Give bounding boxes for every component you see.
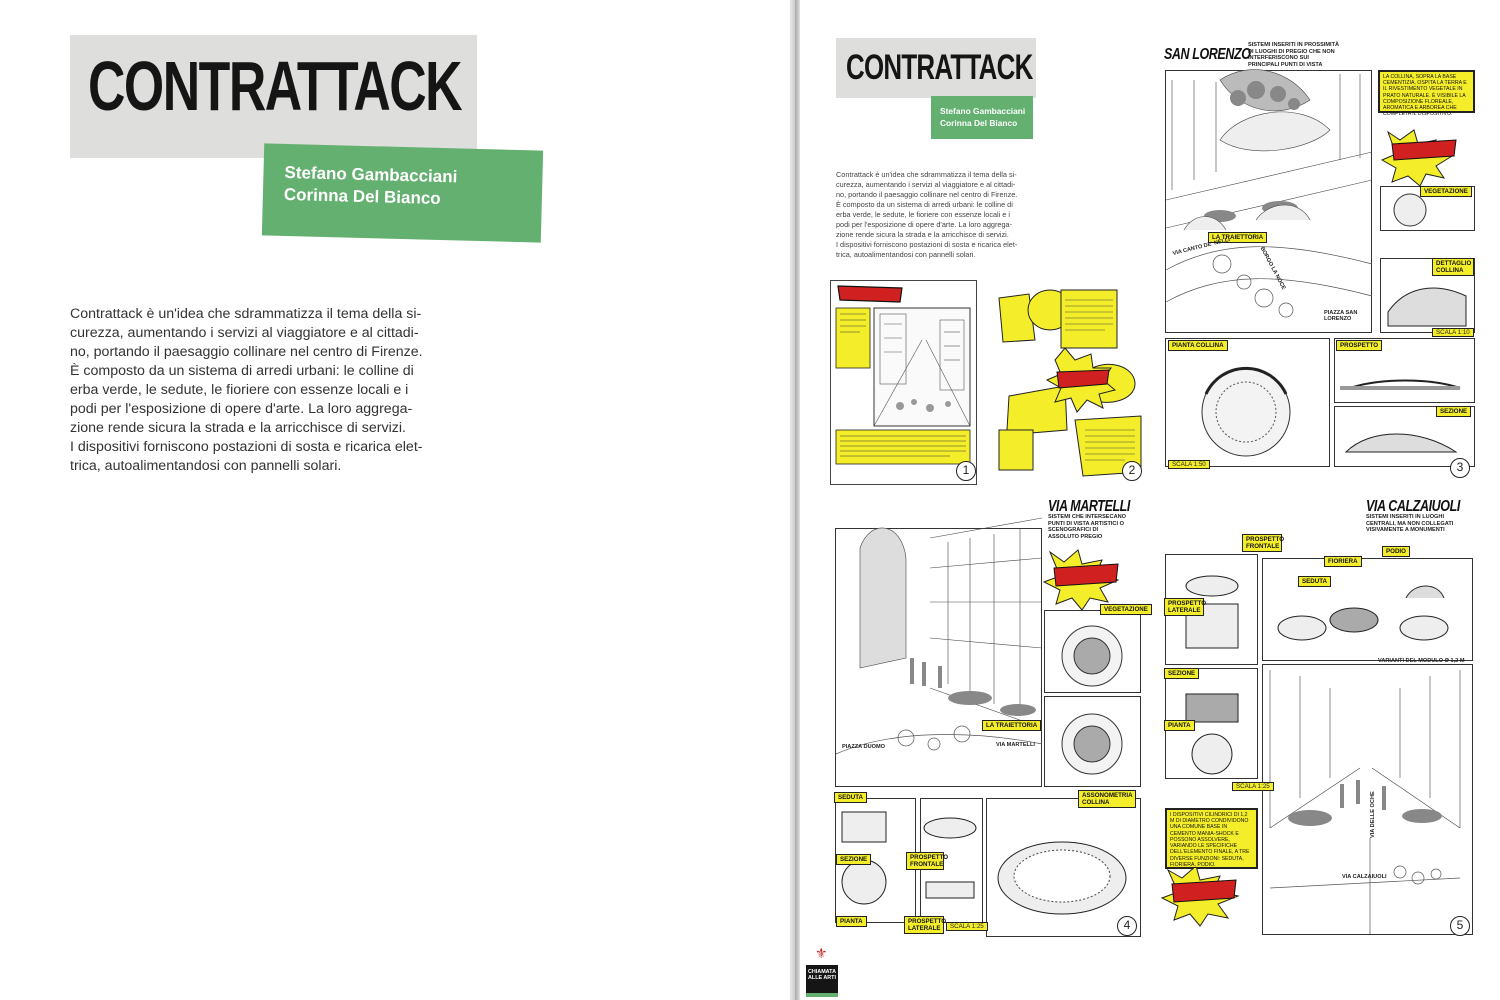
right-description-line: I dispositivi forniscono postazioni di sosta e ricarica elet- <box>836 240 1018 249</box>
project-description <box>70 305 478 476</box>
description-line: erba verde, le sedute, le fioriere con essenze locali e i <box>70 382 409 398</box>
logo-strip <box>806 993 838 997</box>
label-prospetto-frontale: PROSPETTO FRONTALE <box>1242 534 1282 552</box>
street-martelli: VIA MARTELLI <box>996 742 1035 748</box>
right-description-line: erba verde, le sedute, le fioriere con essenze locali e i <box>836 210 1011 219</box>
description-line: zione rende sicura la strada e la arricchisce di servizi. <box>70 420 406 436</box>
board-note: LA COLLINA, SOPRA LA BASE CEMENTIZIA, OSPITA LA TERRA E IL RIVESTIMENTO VEGETALE IN PRATO NATURALE. È VISIBILE LA COMPOSIZIONE FLOREALE, AROMATICA E ARBOREA CHE COMPLETA IL DISPOSITIVO. <box>1379 71 1474 112</box>
street-calzaiuoli: VIA CALZAIUOLI <box>1342 874 1387 880</box>
description-line: podi per l'esposizione di opere d'arte. La loro aggrega- <box>70 401 413 417</box>
logo-text: CHIAMATA ALLE ARTI <box>806 965 838 995</box>
burst-logo <box>1162 866 1238 926</box>
board-note: I DISPOSITIVI CILINDRICI DI 1,2 M DI DIAMETRO CONDIVIDONO UNA COMUNE BASE IN CEMENTO MANIA-SHOCK E POSSONO ASSOLVERE, VARIANDO LE SPECIFICHE DELL'ELEMENTO FINALE, A TRE DIVERSE FUNZIONI: SEDUTA, FIORIERA, PODIO. <box>1166 809 1257 868</box>
description-line: trica, autoalimentandosi con pannelli solari. <box>70 458 342 474</box>
board-1 <box>830 280 977 485</box>
burst-logo <box>1044 550 1118 610</box>
author-banner <box>262 143 543 242</box>
fleur-de-lis-icon: ⚜ <box>815 945 828 961</box>
description-line: Contrattack è un'idea che sdrammatizza il tema della si- <box>70 306 422 322</box>
board-heading: VIA CALZAIUOLI <box>1366 498 1460 515</box>
project-title: CONTRATTACK <box>88 47 462 125</box>
right-description-line: no, portando il paesaggio collinare nel centro di Firenze. <box>836 190 1018 199</box>
board-number: 5 <box>1450 916 1470 936</box>
right-description-line: È composto da un sistema di arredi urbani: le colline di <box>836 200 1013 209</box>
right-description-line: zione rende sicura la strada e la arricchisce di servizi. <box>836 230 1009 239</box>
board-heading-note: SISTEMI CHE INTERSECANO PUNTI DI VISTA ARTISTICI O SCENOGRAFICI DI ASSOLUTO PREGIO <box>1048 514 1127 541</box>
label-pianta: PIANTA <box>1164 720 1195 731</box>
description-line: no, portando il paesaggio collinare nel centro di Firenze. <box>70 344 423 360</box>
scale: SCALA 1:25 <box>946 922 988 931</box>
chiamata-alle-arti-logo <box>806 946 838 998</box>
scale-a: SCALA 1:10 <box>1432 328 1474 337</box>
right-title-banner <box>836 38 1036 98</box>
right-description-line: trica, autoalimentandosi con pannelli solari. <box>836 250 976 259</box>
right-description-line: Contrattack è un'idea che sdrammatizza il tema della si- <box>836 170 1017 179</box>
author-name-1: Stefano Gambacciani <box>284 162 458 187</box>
board-number: 2 <box>1122 461 1142 481</box>
label-podio: PODIO <box>1382 546 1410 557</box>
label-varianti: VARIANTI DEL MODULO Ø 1,2 M <box>1378 658 1465 664</box>
label-sezione: SEZIONE <box>1164 668 1199 679</box>
right-author-banner <box>931 96 1033 139</box>
board-heading: VIA MARTELLI <box>1048 498 1130 515</box>
label-prospetto: PROSPETTO <box>1336 340 1382 351</box>
street-borgo: BORGO LA NOCE <box>1258 246 1287 291</box>
description-line: È composto da un sistema di arredi urbani: le colline di <box>70 363 414 379</box>
board-5-artwork <box>1160 498 1478 943</box>
board-number: 4 <box>1117 916 1137 936</box>
label-vegetazione: VEGETAZIONE <box>1100 604 1152 615</box>
right-author-name-1: Stefano Gambacciani <box>940 106 1026 116</box>
label-traiettoria: LA TRAIETTORIA <box>1208 232 1267 243</box>
right-project-description <box>836 170 1039 260</box>
right-description-line: curezza, aumentando i servizi al viaggiatore e al cittadi- <box>836 180 1016 189</box>
scale-b: SCALA 1:50 <box>1168 460 1210 469</box>
burst-logo <box>1382 130 1456 186</box>
label-seduta: SEDUTA <box>1298 576 1331 587</box>
description-line: curezza, aumentando i servizi al viaggiatore e al cittadi- <box>70 325 419 341</box>
title-banner <box>70 35 477 158</box>
author-name-2: Corinna Del Bianco <box>283 184 441 208</box>
board-2 <box>995 280 1145 485</box>
right-description-line: podi per l'esposizione di opere d'arte. La loro aggrega- <box>836 220 1012 229</box>
label-pianta: PIANTA COLLINA <box>1168 340 1228 351</box>
board-5 <box>1160 498 1478 943</box>
label-prospetto-laterale: PROSPETTO LATERALE <box>1164 598 1204 616</box>
label-assonometria: ASSONOMETRIA COLLINA <box>1078 790 1136 808</box>
right-author-name-2: Corinna Del Bianco <box>940 118 1018 128</box>
board-2-artwork <box>995 280 1145 485</box>
right-page <box>800 0 1500 1000</box>
label-pianta: PIANTA <box>836 916 867 927</box>
board-heading-note: SISTEMI INSERITI IN PROSSIMITÀ DI LUOGHI DI PREGIO CHE NON INTERFERISCONO SUI PRINCIPALI PUNTI DI VISTA <box>1248 42 1340 69</box>
description-line: I dispositivi forniscono postazioni di sosta e ricarica elet- <box>70 439 423 455</box>
label-vegetazione: VEGETAZIONE <box>1420 186 1472 197</box>
board-heading-note: SISTEMI INSERITI IN LUOGHI CENTRALI, MA NON COLLEGATI VISIVAMENTE A MONUMENTI <box>1366 514 1454 534</box>
label-fioriera: FIORIERA <box>1324 556 1362 567</box>
board-number: 1 <box>956 461 976 481</box>
page-gutter <box>790 0 800 1000</box>
label-prospetto: PROSPETTO FRONTALE <box>906 852 944 870</box>
board-1-artwork <box>830 280 977 485</box>
board-number: 3 <box>1450 458 1470 478</box>
right-project-title: CONTRATTACK <box>846 48 1033 87</box>
scale: SCALA 1:25 <box>1232 782 1274 791</box>
label-dettaglio: DETTAGLIO COLLINA <box>1432 258 1474 276</box>
street-duomo: PIAZZA DUOMO <box>842 744 885 750</box>
label-sezione: SEZIONE <box>836 854 871 865</box>
board-heading: SAN LORENZO <box>1164 46 1251 63</box>
label-sezione: SEZIONE <box>1436 406 1471 417</box>
street-piazza: PIAZZA SAN LORENZO <box>1324 310 1358 322</box>
label-traiettoria: LA TRAIETTORIA <box>982 720 1041 731</box>
label-seduta: SEDUTA <box>834 792 867 803</box>
label-prospetto-laterale: PROSPETTO LATERALE <box>904 916 944 934</box>
board-3 <box>1160 40 1478 485</box>
street-canto: VIA CANTO DE' NELLI <box>1172 236 1231 258</box>
board-4 <box>830 498 1148 943</box>
street-oche: VIA DELLE OCHE <box>1370 791 1376 838</box>
